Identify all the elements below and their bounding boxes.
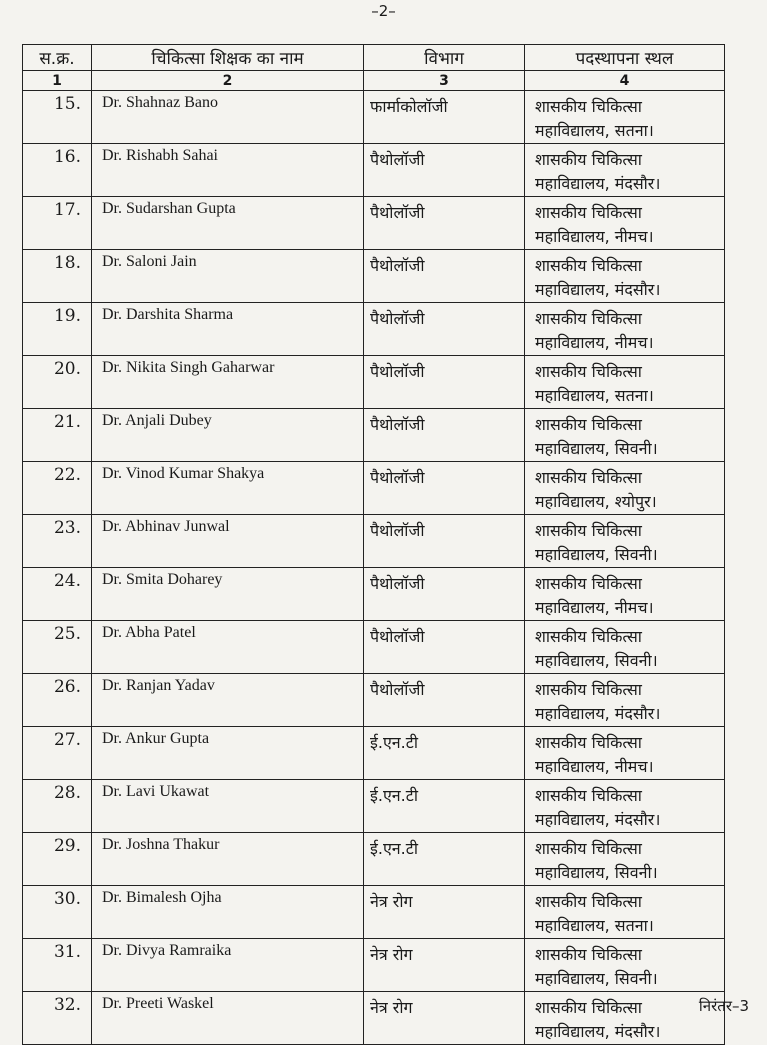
table-row	[23, 515, 725, 568]
serial-number-cell: 18.	[23, 250, 92, 303]
department-cell: ई.एन.टी	[364, 780, 525, 833]
serial-number-cell: 26.	[23, 674, 92, 727]
posting-place-cell	[525, 780, 725, 833]
serial-number-cell: 20.	[23, 356, 92, 409]
posting-place-cell	[525, 939, 725, 992]
serial-number-cell: 27.	[23, 727, 92, 780]
serial-number-cell: 29.	[23, 833, 92, 886]
department-cell: पैथोलॉजी	[364, 197, 525, 250]
department-cell: पैथोलॉजी	[364, 303, 525, 356]
teacher-name-cell: Dr. Divya Ramraika	[92, 939, 364, 992]
posting-place-line1: शासकीय चिकित्सा	[535, 97, 642, 116]
posting-place-line1: शासकीय चिकित्सा	[535, 362, 642, 381]
teacher-name-cell: Dr. Joshna Thakur	[92, 833, 364, 886]
serial-number-cell: 28.	[23, 780, 92, 833]
posting-place-cell	[525, 409, 725, 462]
department-cell: पैथोलॉजी	[364, 409, 525, 462]
posting-place-line2: महाविद्यालय, सिवनी।	[535, 863, 658, 882]
posting-place-cell	[525, 144, 725, 197]
posting-place-cell	[525, 197, 725, 250]
table-row	[23, 727, 725, 780]
serial-number-cell: 32.	[23, 992, 92, 1045]
posting-place-line1: शासकीय चिकित्सा	[535, 627, 642, 646]
department-cell: पैथोलॉजी	[364, 621, 525, 674]
department-cell: पैथोलॉजी	[364, 568, 525, 621]
column-number: 2	[92, 71, 364, 91]
posting-place-cell	[525, 992, 725, 1045]
table-body	[23, 91, 725, 1045]
table-row	[23, 409, 725, 462]
posting-place-line2: महाविद्यालय, मंदसौर।	[535, 174, 661, 193]
posting-place-cell	[525, 356, 725, 409]
serial-number-cell: 22.	[23, 462, 92, 515]
department-cell: ई.एन.टी	[364, 727, 525, 780]
posting-place-line1: शासकीय चिकित्सा	[535, 733, 642, 752]
posting-place-line1: शासकीय चिकित्सा	[535, 680, 642, 699]
posting-place-cell	[525, 91, 725, 144]
serial-number-cell: 31.	[23, 939, 92, 992]
teacher-name-cell: Dr. Bimalesh Ojha	[92, 886, 364, 939]
posting-place-cell	[525, 674, 725, 727]
posting-place-line2: महाविद्यालय, नीमच।	[535, 757, 654, 776]
posting-place-line2: महाविद्यालय, सिवनी।	[535, 439, 658, 458]
teacher-name-cell: Dr. Abhinav Junwal	[92, 515, 364, 568]
teacher-name-cell: Dr. Nikita Singh Gaharwar	[92, 356, 364, 409]
teacher-name-cell: Dr. Ankur Gupta	[92, 727, 364, 780]
posting-place-line1: शासकीय चिकित्सा	[535, 945, 642, 964]
posting-table-container	[22, 44, 724, 1045]
table-row	[23, 197, 725, 250]
department-cell: फार्माकोलॉजी	[364, 91, 525, 144]
table-row	[23, 939, 725, 992]
serial-number-cell: 15.	[23, 91, 92, 144]
table-row	[23, 992, 725, 1045]
teacher-name-cell: Dr. Vinod Kumar Shakya	[92, 462, 364, 515]
teacher-name-cell: Dr. Abha Patel	[92, 621, 364, 674]
posting-place-line2: महाविद्यालय, नीमच।	[535, 333, 654, 352]
department-cell: नेत्र रोग	[364, 886, 525, 939]
posting-place-line2: महाविद्यालय, मंदसौर।	[535, 280, 661, 299]
teacher-name-cell: Dr. Anjali Dubey	[92, 409, 364, 462]
posting-place-line1: शासकीय चिकित्सा	[535, 786, 642, 805]
posting-place-line1: शासकीय चिकित्सा	[535, 998, 642, 1017]
header-department: विभाग	[364, 45, 525, 71]
posting-place-line2: महाविद्यालय, सतना।	[535, 916, 654, 935]
table-row	[23, 780, 725, 833]
table-row	[23, 621, 725, 674]
serial-number-cell: 19.	[23, 303, 92, 356]
posting-place-line2: महाविद्यालय, मंदसौर।	[535, 810, 661, 829]
department-cell: नेत्र रोग	[364, 992, 525, 1045]
department-cell: नेत्र रोग	[364, 939, 525, 992]
table-row	[23, 303, 725, 356]
teacher-name-cell: Dr. Sudarshan Gupta	[92, 197, 364, 250]
column-number: 1	[23, 71, 92, 91]
posting-place-line2: महाविद्यालय, सतना।	[535, 121, 654, 140]
posting-place-line1: शासकीय चिकित्सा	[535, 256, 642, 275]
posting-place-cell	[525, 621, 725, 674]
department-cell: पैथोलॉजी	[364, 250, 525, 303]
serial-number-cell: 24.	[23, 568, 92, 621]
table-row	[23, 144, 725, 197]
posting-place-line2: महाविद्यालय, श्योपुर।	[535, 492, 657, 511]
posting-place-cell	[525, 886, 725, 939]
posting-place-line2: महाविद्यालय, मंदसौर।	[535, 1022, 661, 1041]
posting-place-line1: शासकीय चिकित्सा	[535, 839, 642, 858]
posting-place-cell	[525, 303, 725, 356]
table-row	[23, 462, 725, 515]
posting-place-line1: शासकीय चिकित्सा	[535, 150, 642, 169]
table-row	[23, 356, 725, 409]
serial-number-cell: 21.	[23, 409, 92, 462]
posting-place-line1: शासकीय चिकित्सा	[535, 574, 642, 593]
table-row	[23, 250, 725, 303]
posting-place-line2: महाविद्यालय, सिवनी।	[535, 651, 658, 670]
teacher-name-cell: Dr. Rishabh Sahai	[92, 144, 364, 197]
posting-place-line2: महाविद्यालय, सतना।	[535, 386, 654, 405]
department-cell: पैथोलॉजी	[364, 515, 525, 568]
posting-place-line2: महाविद्यालय, मंदसौर।	[535, 704, 661, 723]
serial-number-cell: 16.	[23, 144, 92, 197]
teacher-name-cell: Dr. Ranjan Yadav	[92, 674, 364, 727]
posting-place-cell	[525, 833, 725, 886]
department-cell: पैथोलॉजी	[364, 462, 525, 515]
posting-place-line2: महाविद्यालय, सिवनी।	[535, 545, 658, 564]
header-teacher-name: चिकित्सा शिक्षक का नाम	[92, 45, 364, 71]
posting-place-line2: महाविद्यालय, नीमच।	[535, 227, 654, 246]
posting-place-cell	[525, 250, 725, 303]
department-cell: पैथोलॉजी	[364, 674, 525, 727]
posting-place-line2: महाविद्यालय, नीमच।	[535, 598, 654, 617]
table-header-row	[23, 45, 725, 71]
teacher-name-cell: Dr. Preeti Waskel	[92, 992, 364, 1045]
posting-place-line1: शासकीय चिकित्सा	[535, 309, 642, 328]
table-row	[23, 91, 725, 144]
posting-table	[22, 44, 725, 1045]
header-serial-no: स.क्र.	[23, 45, 92, 71]
table-row	[23, 568, 725, 621]
posting-place-cell	[525, 568, 725, 621]
posting-place-line1: शासकीय चिकित्सा	[535, 468, 642, 487]
table-row	[23, 886, 725, 939]
posting-place-line1: शासकीय चिकित्सा	[535, 203, 642, 222]
posting-place-line1: शासकीय चिकित्सा	[535, 521, 642, 540]
serial-number-cell: 17.	[23, 197, 92, 250]
teacher-name-cell: Dr. Shahnaz Bano	[92, 91, 364, 144]
table-row	[23, 833, 725, 886]
posting-place-line2: महाविद्यालय, सिवनी।	[535, 969, 658, 988]
teacher-name-cell: Dr. Darshita Sharma	[92, 303, 364, 356]
posting-place-cell	[525, 515, 725, 568]
column-number-row	[23, 71, 725, 91]
column-number: 4	[525, 71, 725, 91]
table-row	[23, 674, 725, 727]
department-cell: ई.एन.टी	[364, 833, 525, 886]
teacher-name-cell: Dr. Smita Doharey	[92, 568, 364, 621]
teacher-name-cell: Dr. Saloni Jain	[92, 250, 364, 303]
department-cell: पैथोलॉजी	[364, 356, 525, 409]
page-number: –2–	[371, 2, 396, 20]
posting-place-line1: शासकीय चिकित्सा	[535, 892, 642, 911]
posting-place-line1: शासकीय चिकित्सा	[535, 415, 642, 434]
continued-footer: निरंतर–3	[698, 997, 749, 1015]
header-posting-place: पदस्थापना स्थल	[525, 45, 725, 71]
teacher-name-cell: Dr. Lavi Ukawat	[92, 780, 364, 833]
posting-place-cell	[525, 462, 725, 515]
department-cell: पैथोलॉजी	[364, 144, 525, 197]
serial-number-cell: 23.	[23, 515, 92, 568]
serial-number-cell: 25.	[23, 621, 92, 674]
column-number: 3	[364, 71, 525, 91]
posting-place-cell	[525, 727, 725, 780]
serial-number-cell: 30.	[23, 886, 92, 939]
